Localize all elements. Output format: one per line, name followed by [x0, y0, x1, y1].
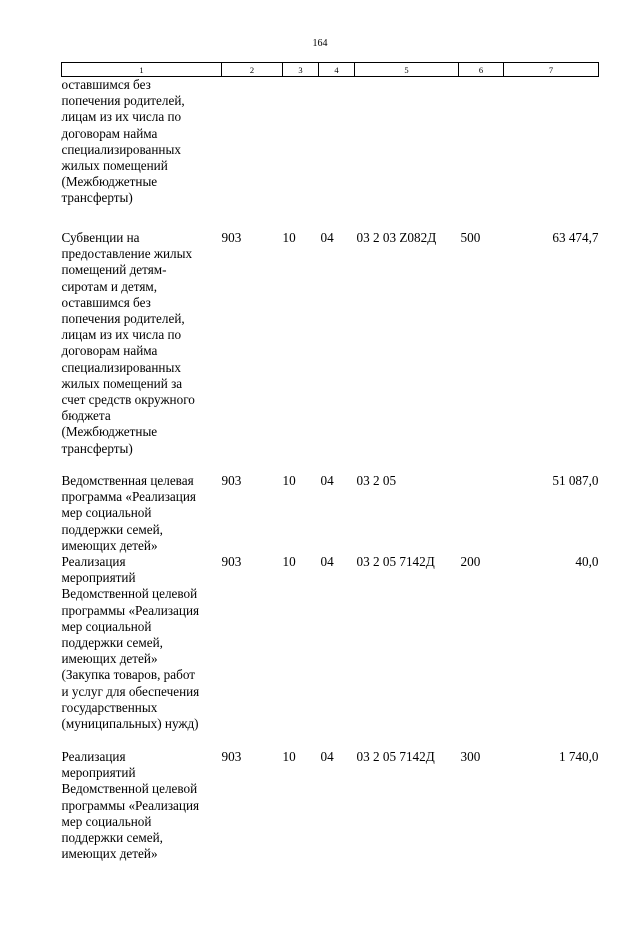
- item-name-line: мер социальной: [61, 505, 152, 521]
- expense-type-cell: [459, 77, 504, 231]
- expense-type-cell: 200: [460, 554, 481, 570]
- item-name-line: программа «Реализация: [61, 489, 196, 505]
- item-name-line: попечения родителей,: [61, 93, 185, 109]
- item-name-line: предоставление жилых: [61, 246, 193, 262]
- item-name-line: Ведомственной целевой: [61, 781, 198, 797]
- amount-cell: 40,0: [575, 554, 599, 570]
- expense-type-cell: [459, 473, 504, 554]
- item-name-line: Субвенции на: [61, 230, 140, 245]
- column-header: 6: [459, 63, 504, 77]
- target-article-cell: [355, 77, 459, 231]
- item-name-cell: [62, 230, 222, 473]
- section-cell: 10: [282, 554, 296, 570]
- target-article-cell: 03 2 05 7142Д: [356, 749, 435, 765]
- budget-code-cell: 903: [221, 230, 242, 245]
- target-article-cell: 03 2 05 7142Д: [356, 554, 435, 570]
- item-name-line: имеющих детей»: [61, 537, 158, 553]
- column-header: 7: [504, 63, 599, 77]
- item-name-line: поддержки семей,: [61, 635, 163, 651]
- item-name-line: (муниципальных) нужд): [61, 716, 199, 732]
- section-cell: [283, 77, 319, 231]
- budget-code-cell: 903: [221, 554, 242, 570]
- budget-code-cell: 903: [221, 473, 242, 488]
- amount-cell: 63 474,7: [552, 230, 599, 245]
- item-name-line: (Закупка товаров, работ: [61, 667, 196, 683]
- subsection-cell: 04: [320, 749, 334, 765]
- item-name-line: (Межбюджетные: [61, 424, 158, 440]
- item-name-line: Реализация: [61, 554, 126, 570]
- amount-cell: 1 740,0: [558, 749, 599, 765]
- section-cell: 10: [282, 473, 296, 488]
- item-name-line: сиротам и детям,: [61, 278, 158, 294]
- item-name-line: поддержки семей,: [61, 830, 163, 846]
- expense-type-cell: 500: [460, 230, 481, 245]
- item-name-line: трансферты): [61, 190, 133, 206]
- item-name-line: имеющих детей»: [61, 846, 158, 862]
- budget-table: [61, 62, 599, 944]
- item-name-line: мер социальной: [61, 618, 152, 634]
- target-article-cell: 03 2 05: [356, 473, 397, 488]
- header-row: [62, 63, 599, 77]
- item-name-line: лицам из их числа по: [61, 327, 182, 343]
- item-name-line: мероприятий: [61, 570, 136, 586]
- section-cell: 10: [282, 749, 296, 765]
- item-name-line: и услуг для обеспечения: [61, 683, 200, 699]
- item-name-line: Реализация: [61, 749, 126, 765]
- amount-cell: [504, 77, 599, 231]
- item-name-line: лицам из их числа по: [61, 109, 182, 125]
- table-row: [62, 473, 599, 554]
- item-name-line: попечения родителей,: [61, 311, 185, 327]
- item-name-cell: [62, 749, 222, 944]
- item-name-line: имеющих детей»: [61, 651, 158, 667]
- subsection-cell: 04: [320, 554, 334, 570]
- item-name-cell: [62, 554, 222, 749]
- item-name-line: бюджета: [61, 408, 111, 424]
- item-name-line: программы «Реализация: [61, 602, 200, 618]
- item-name-cell: [62, 473, 222, 554]
- item-name-line: программы «Реализация: [61, 797, 200, 813]
- column-header: 5: [355, 63, 459, 77]
- subsection-cell: 04: [320, 473, 334, 488]
- item-name-line: договорам найма: [61, 343, 158, 359]
- table-row: [62, 554, 599, 749]
- expense-type-cell: 300: [460, 749, 481, 765]
- item-name-line: помещений детям-: [61, 262, 167, 278]
- item-name-line: оставшимся без: [61, 294, 151, 310]
- item-name-line: специализированных: [61, 359, 181, 375]
- item-name-line: специализированных: [61, 141, 181, 157]
- column-header: 1: [62, 63, 222, 77]
- amount-cell: 51 087,0: [552, 473, 599, 488]
- table-row: [62, 749, 599, 944]
- item-name-line: жилых помещений: [61, 158, 168, 174]
- item-name-line: государственных: [61, 699, 158, 715]
- column-header: 4: [319, 63, 355, 77]
- item-name-line: счет средств окружного: [61, 392, 195, 408]
- page-number: 164: [312, 38, 328, 49]
- table-row: [62, 230, 599, 473]
- item-name-line: жилых помещений за: [61, 375, 183, 391]
- item-name-line: поддержки семей,: [61, 521, 163, 537]
- item-name-line: оставшимся без: [61, 77, 151, 92]
- item-name-line: трансферты): [61, 440, 133, 456]
- item-name-line: договорам найма: [61, 125, 158, 141]
- budget-code-cell: [222, 77, 283, 231]
- column-header: 3: [283, 63, 319, 77]
- item-name-line: мер социальной: [61, 813, 152, 829]
- item-name-line: мероприятий: [61, 765, 136, 781]
- item-name-line: (Межбюджетные: [61, 174, 158, 190]
- item-name-line: Ведомственная целевая: [61, 473, 194, 488]
- item-name-line: Ведомственной целевой: [61, 586, 198, 602]
- item-name-cell: [62, 77, 222, 231]
- section-cell: 10: [282, 230, 296, 245]
- table-row: [62, 77, 599, 231]
- subsection-cell: [319, 77, 355, 231]
- subsection-cell: 04: [320, 230, 334, 245]
- column-header: 2: [222, 63, 283, 77]
- target-article-cell: 03 2 03 Z082Д: [356, 230, 437, 245]
- budget-code-cell: 903: [221, 749, 242, 765]
